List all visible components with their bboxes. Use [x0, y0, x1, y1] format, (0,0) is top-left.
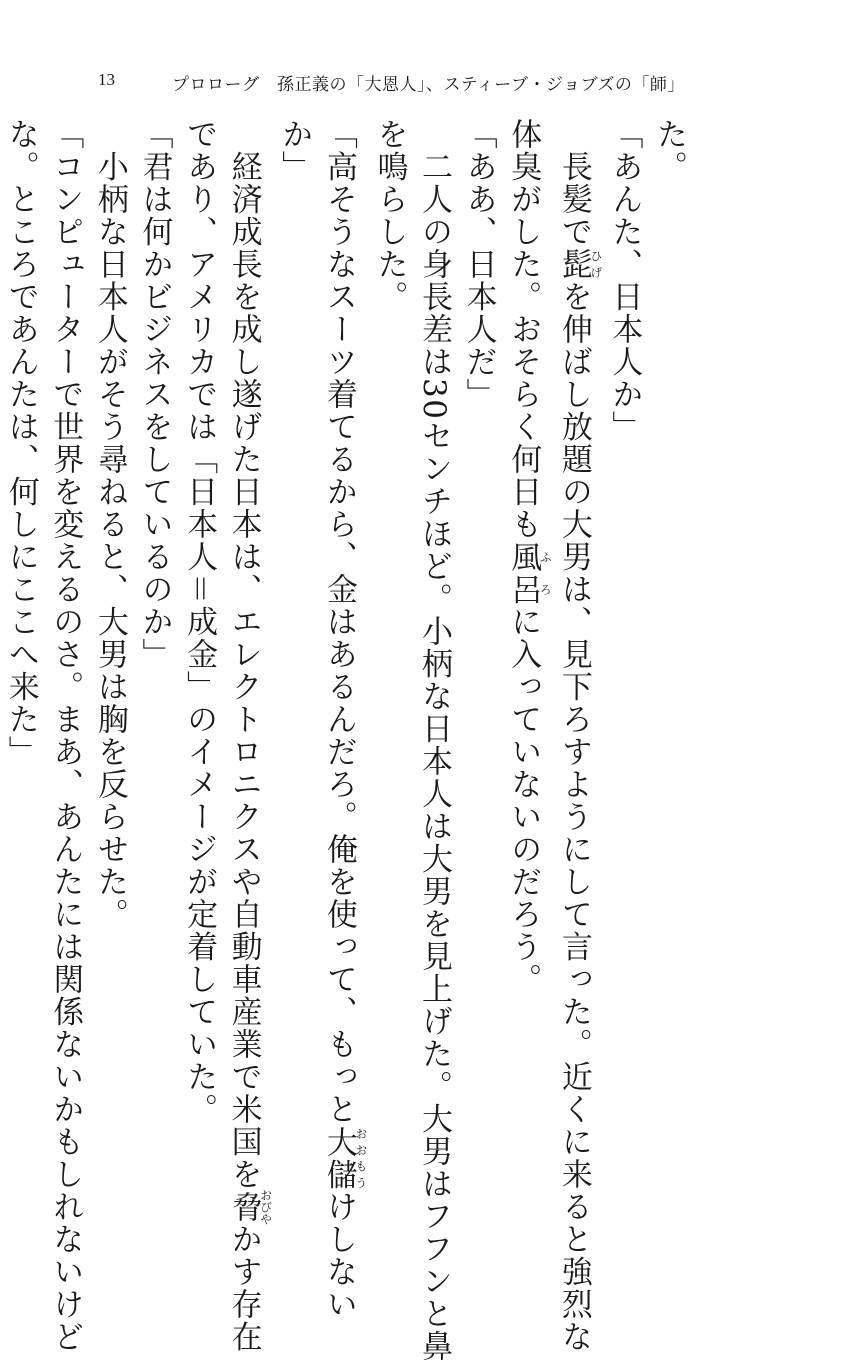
- text-line: 「君は何かビジネスをしているのか」: [136, 118, 173, 671]
- text-line: 「あんた、日本人か」: [606, 118, 643, 443]
- furigana: おおもう: [353, 1125, 368, 1191]
- text-line: 経済成長を成し遂げた日本は、エレクトロニクスや自動車産業で米国を脅おびやかす存在: [225, 118, 273, 1353]
- ruby-word: 脅おびや: [225, 1188, 273, 1225]
- text-line: 「コンピューターで世界を変えるのさ。まあ、あんたには関係ないかもしれないけど: [47, 118, 84, 1353]
- text-line: 小柄な日本人がそう尋ねると、大男は胸を反らせた。: [91, 118, 128, 931]
- text-line: な。ところであんたは、何しにここへ来た」: [2, 118, 39, 768]
- page-number: 13: [98, 70, 115, 89]
- text-line: 長髪で髭ひげを伸ばし放題の大男は、見下ろすようにして言った。近くに来ると強烈な: [555, 118, 603, 1353]
- ruby-word: 風呂ふろ: [505, 540, 553, 606]
- furigana: ひげ: [588, 248, 603, 281]
- ruby-word: 髭ひげ: [555, 248, 603, 281]
- text-line: 二人の身長差は30センチほど。小柄な日本人は大男を見上げた。大男はフフンと鼻: [416, 118, 453, 1363]
- text-line: であり、アメリカでは「日本人＝成金」のイメージが定着していた。: [181, 118, 218, 1126]
- text-line: か」: [276, 118, 313, 183]
- furigana: ふろ: [538, 540, 553, 606]
- text-line: た。: [651, 118, 687, 183]
- text-line: 「高そうなスーツ着てるから、金はあるんだろ。俺を使って、もっと大儲おおもうけしない: [320, 118, 368, 1321]
- page-header: [0, 66, 841, 96]
- ruby-word: 大儲おおもう: [320, 1125, 368, 1191]
- text-line: 「ああ、日本人だ」: [460, 118, 497, 411]
- text-line: を鳴らした。: [371, 118, 408, 313]
- furigana: おびや: [258, 1188, 273, 1225]
- body-text: [0, 118, 691, 1363]
- text-line: 体臭がした。おそらく何日も風呂ふろに入っていないのだろう。: [505, 118, 553, 996]
- running-title: プロローグ 孫正義の「大恩人」、スティーブ・ジョブズの「師」: [172, 75, 685, 95]
